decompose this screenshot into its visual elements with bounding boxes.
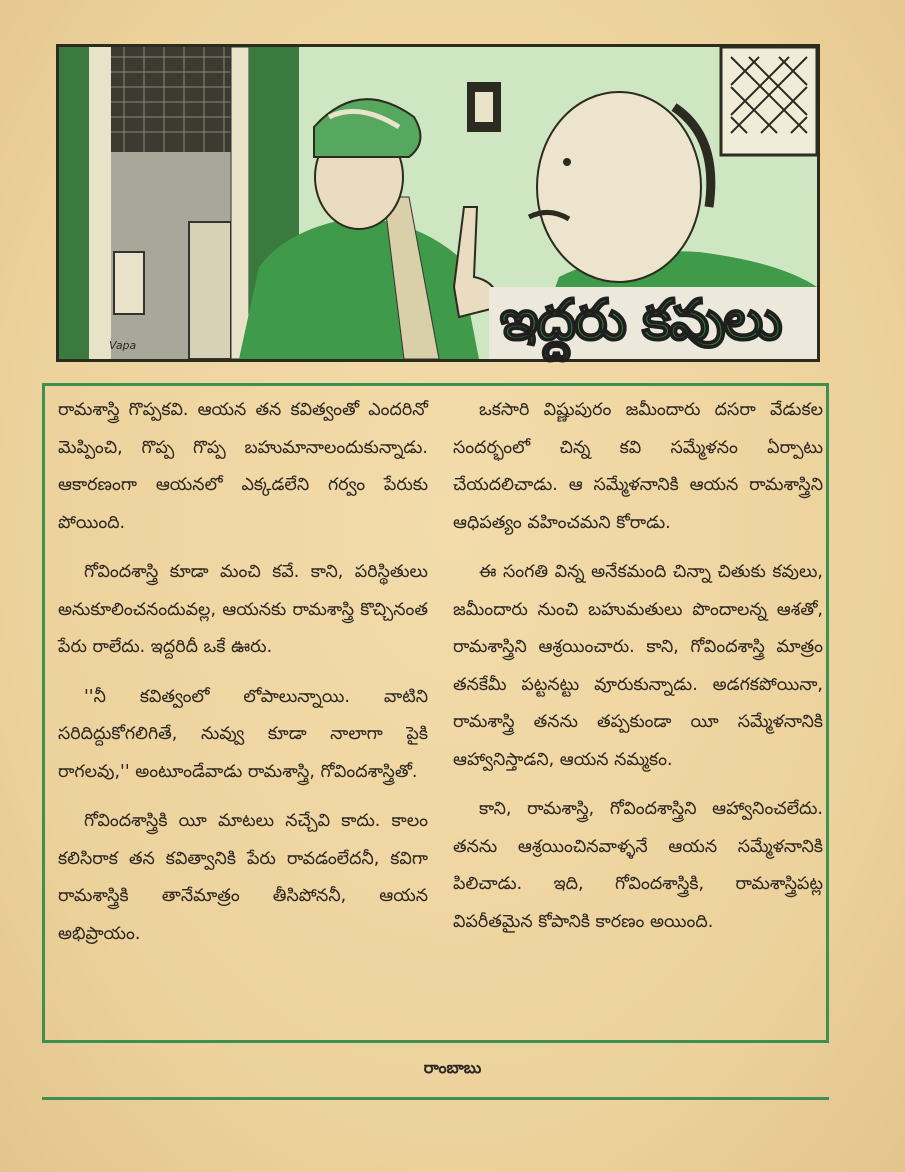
- left-column: [58, 392, 428, 965]
- right-column: [453, 392, 823, 953]
- paragraph: గోవిందశాస్త్రికి యీ మాటలు నచ్చేవి కాదు. కాలం కలిసిరాక తన కవిత్వానికి పేరు రావడంలేదనీ, కవిగా రామశాస్త్రికి తానేమాత్రం తీసిపోననీ, ఆయన అభిప్రాయం.: [58, 811, 428, 944]
- paragraph: ఈ సంగతి విన్న అనేకమంది చిన్నా చితుకు కవులు, జమీందారు నుంచి బహుమతులు పొందాలన్న ఆశతో, రామశాస్త్రిని ఆశ్రయించారు. కాని, గోవిందశాస్త్రి మాత్రం తనకేమీ పట్టనట్టు వూరుకున్నాడు. అడగకపోయినా, రామశాస్త్రి తనను తప్పకుండా యీ సమ్మేళనానికి ఆహ్వానిస్తాడని, ఆయన నమ్మకం.: [453, 562, 823, 770]
- author-name: రాంబాబు: [423, 1058, 482, 1077]
- paragraph: రామశాస్త్రి గొప్పకవి. ఆయన తన కవిత్వంతో ఎందరినో మెప్పించి, గొప్ప గొప్ప బహుమానాలందుకున్నాడు. ఆకారణంగా ఆయనలో ఎక్కడలేని గర్వం పేరుకు పోయింది.: [58, 400, 428, 533]
- paragraph: ఒకసారి విష్ణుపురం జమీందారు దసరా వేడుకల సందర్భంలో చిన్న కవి సమ్మేళనం ఏర్పాటు చేయదలిచాడు. ఆ సమ్మేళనానికి ఆయన రామశాస్త్రిని ఆధిపత్యం వహించమని కోరాడు.: [453, 400, 823, 533]
- artist-signature: Vapa: [109, 339, 137, 352]
- paragraph: కాని, రామశాస్త్రి, గోవిందశాస్త్రిని ఆహ్వానించలేదు. తనను ఆశ్రయించినవాళ్ళనే ఆయన సమ్మేళనానికి పిలిచాడు. ఇది, గోవిందశాస్త్రికి, రామశాస్త్రిపట్ల విపరీతమైన కోపానికి కారణం అయింది.: [453, 799, 823, 932]
- bottom-divider: [42, 1097, 829, 1100]
- story-title: ఇద్దరు కవులు: [500, 288, 781, 353]
- paragraph: ''నీ కవిత్వంలో లోపాలున్నాయి. వాటిని సరిదిద్దుకోగలిగితే, నువ్వు కూడా నాలాగా పైకి రాగలవు,'' అంటూండేవాడు రామశాస్త్రి, గోవిందశాస్త్రితో.: [58, 686, 428, 782]
- paragraph: గోవిందశాస్త్రి కూడా మంచి కవే. కాని, పరిస్థితులు అనుకూలించనందువల్ల, ఆయనకు రామశాస్త్రి కొచ్చినంత పేరు రాలేదు. ఇద్దరిదీ ఒకే ఊరు.: [58, 562, 428, 657]
